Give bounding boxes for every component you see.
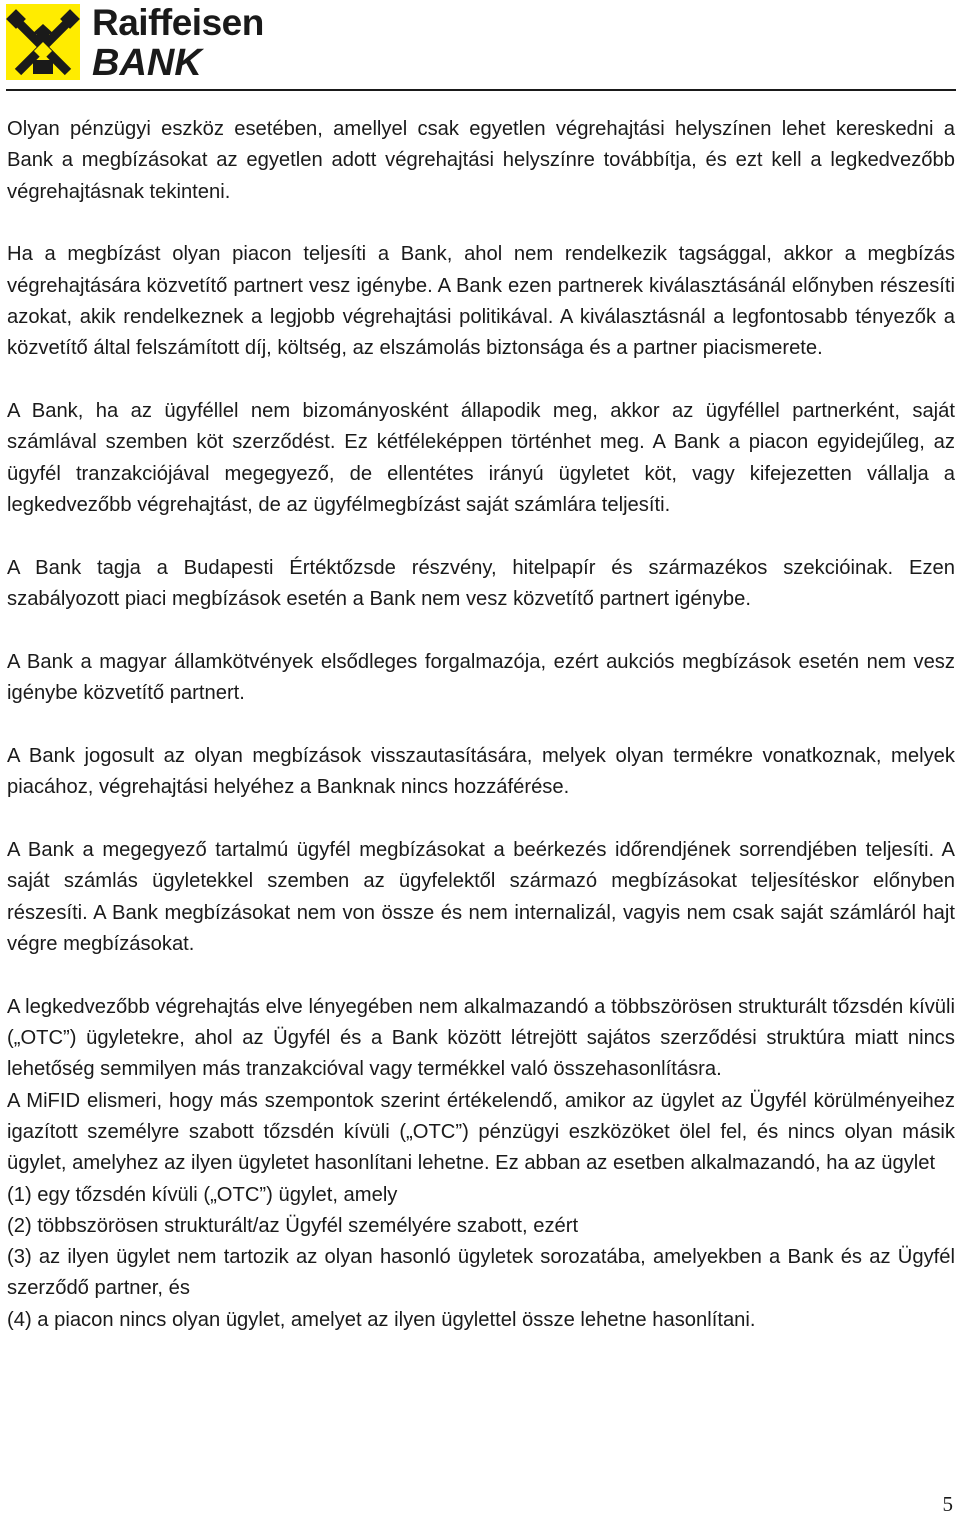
raiffeisen-crossed-gables-icon (6, 4, 80, 80)
logo-wordmark (92, 4, 264, 82)
condition-item: (4) a piacon nincs olyan ügylet, amelyet az ilyen ügylettel össze lehetne hasonlítani. (7, 1308, 756, 1331)
paragraph-own-account: A Bank, ha az ügyféllel nem bizományosként állapodik meg, akkor az ügyféllel partnerként, saját számlával szemben köt szerződést. Ez kétféleképpen történhet meg. A Bank a piacon egyidejűleg, az ügyfél tranzakciójával megegyező, de ellentétes irányú ügyletet köt, vagy kifejezetten vállalja a legkedvezőbb végrehajtást, de az ügyfélmegbízást saját számlára teljesíti. (7, 400, 955, 516)
page-number: 5 (942, 1492, 953, 1516)
condition-item: (3) az ilyen ügylet nem tartozik az olyan hasonló ügyletek sorozatába, amelyekben a Bank és az Ügyfél szerződő partner, és (7, 1246, 955, 1300)
condition-item: (1) egy tőzsdén kívüli („OTC”) ügylet, amely (7, 1183, 398, 1206)
paragraph-order-refusal: A Bank jogosult az olyan megbízások visszautasítására, melyek olyan termékre vonatkoznak, melyek piacához, végrehajtási helyéhez a Banknak nincs hozzáférése. (7, 744, 955, 799)
paragraph-mifid: A MiFID elismeri, hogy más szempontok szerint értékelendő, amikor az ügylet az Ügyfél körülményeihez igazított személyre szabott tőzsdén kívüli („OTC”) pénzügyi eszközöket ölel fel, és nincs olyan másik ügylet, amelyhez az ilyen ügyletet hasonlítani lehetne. Ez abban az esetben alkalmazandó, ha az ügylet (7, 1089, 955, 1175)
raiffeisen-logo (6, 4, 276, 82)
paragraph-otc-exception: A legkedvezőbb végrehajtás elve lényegében nem alkalmazandó a többszörösen strukturált tőzsdén kívüli („OTC”) ügyletekre, ahol az Ügyfél és a Bank között létrejött sajátos szerződési struktúra miatt nincs lehetőség semmilyen más tranzakcióval vagy termékkel való összehasonlításra. (7, 995, 955, 1081)
paragraph-bse-membership: A Bank tagja a Budapesti Értéktőzsde részvény, hitelpapír és származékos szekcióinak. Ezen szabályozott piaci megbízások esetén a Bank nem vesz közvetítő partnert igénybe. (7, 556, 955, 611)
header-divider (6, 89, 956, 91)
paragraph-intermediary-partner: Ha a megbízást olyan piacon teljesíti a Bank, ahol nem rendelkezik tagsággal, akkor a megbízás végrehajtására közvetítő partnert vesz igénybe. A Bank ezen partnerek kiválasztásánál előnyben részesíti azokat, akik rendelkeznek a legjobb végrehajtási politikával. A kiválasztásnál a legfontosabb tényezők a közvetítő által felszámított díj, költség, az elszámolás biztonsága és a partner piacismerete. (7, 243, 955, 360)
paragraph-government-bonds: A Bank a magyar államkötvények elsődleges forgalmazója, ezért aukciós megbízások esetén nem vesz igénybe közvetítő partnert. (7, 650, 955, 705)
condition-item: (2) többszörösen strukturált/az Ügyfél személyére szabott, ezért (7, 1214, 579, 1237)
paragraph-single-venue: Olyan pénzügyi eszköz esetében, amellyel csak egyetlen végrehajtási helyszínen lehet kereskedni a Bank a megbízásokat az egyetlen adott végrehajtási helyszínre továbbítja, és ezt kell a legkedvezőbb végrehajtásnak tekinteni. (7, 118, 955, 203)
logo-line-bank: BANK (92, 42, 202, 84)
logo-line-raiffeisen: Raiffeisen (92, 2, 264, 43)
document-body (7, 114, 955, 1336)
paragraph-order-sequence: A Bank a megegyező tartalmú ügyfél megbízásokat a beérkezés időrendjének sorrendjében teljesíti. A saját számlás ügyletekkel szemben az ügyfelektől származó megbízásokat teljesítéskor előnyben részesíti. A Bank megbízásokat nem von össze és nem internalizál, vagyis nem csak saját számláról hajt végre megbízásokat. (7, 839, 955, 955)
